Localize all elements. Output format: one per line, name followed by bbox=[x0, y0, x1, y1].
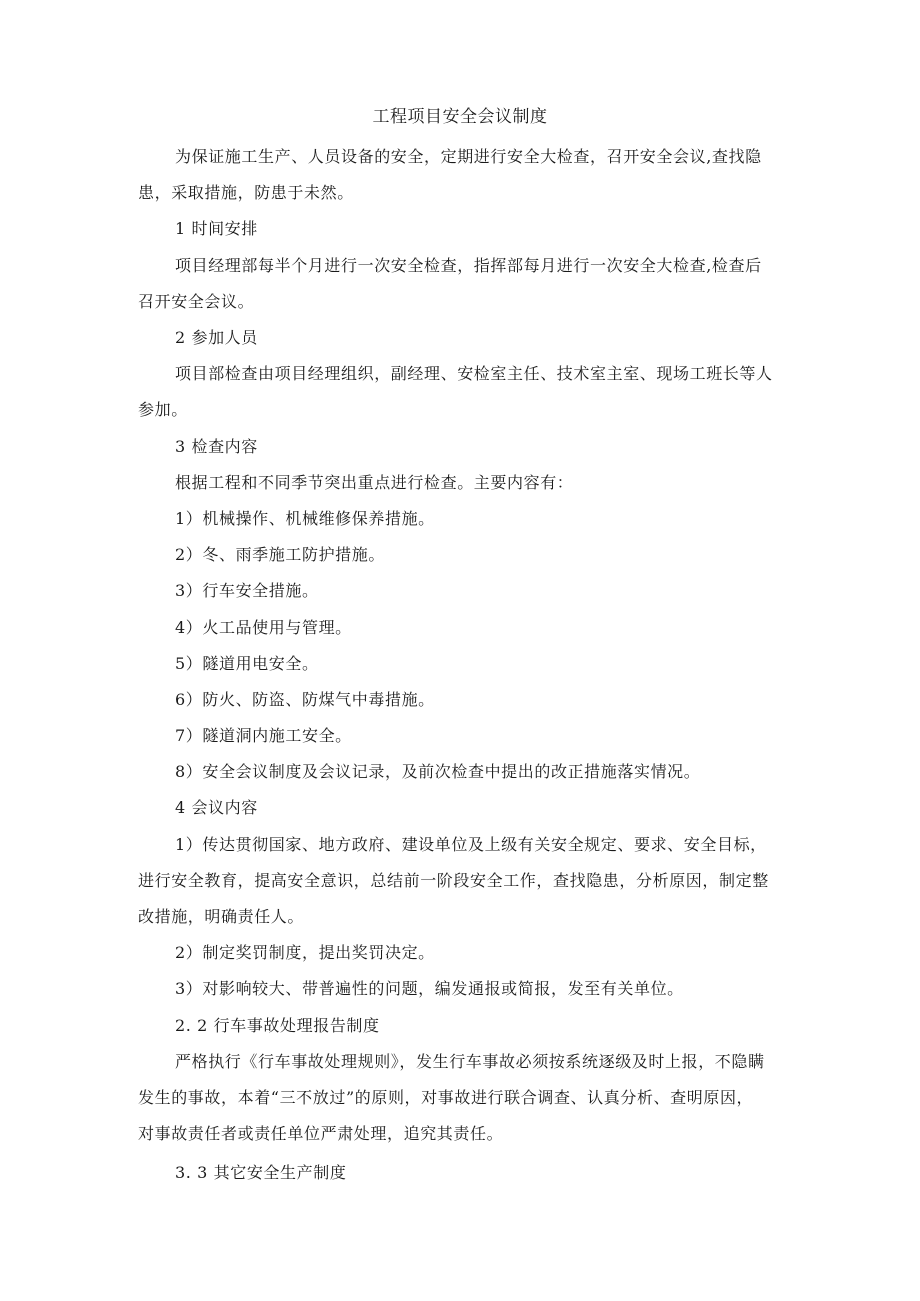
check-item-1: 1）机械操作、机械维修保养措施。 bbox=[175, 509, 435, 528]
check-item-2: 2）冬、雨季施工防护措施。 bbox=[175, 545, 385, 564]
check-item-3: 3）行车安全措施。 bbox=[175, 581, 319, 600]
intro-line-1: 为保证施工生产、人员设备的安全，定期进行安全大检查，召开安全会议,查找隐 bbox=[175, 147, 762, 166]
section-2-heading: 2 参加人员 bbox=[175, 328, 258, 347]
meeting-item-1-line-1: 1）传达贯彻国家、地方政府、建设单位及上级有关安全规定、要求、安全目标， bbox=[175, 835, 767, 854]
check-item-7: 7）隧道洞内施工安全。 bbox=[175, 726, 352, 745]
section-1-line-1: 项目经理部每半个月进行一次安全检查，指挥部每月进行一次安全大检查,检查后 bbox=[175, 256, 762, 275]
meeting-item-1-line-3: 改措施，明确责任人。 bbox=[138, 907, 305, 926]
section-2-line-2: 参加。 bbox=[138, 400, 188, 419]
check-item-6: 6）防火、防盗、防煤气中毒措施。 bbox=[175, 690, 435, 709]
section-1-line-2: 召开安全会议。 bbox=[138, 292, 255, 311]
meeting-item-1-line-2: 进行安全教育，提高安全意识，总结前一阶段安全工作，查找隐患，分析原因，制定整 bbox=[138, 871, 769, 890]
section-5-line-2: 发生的事故，本着“三不放过”的原则，对事故进行联合调查、认真分析、查明原因， bbox=[138, 1088, 754, 1107]
check-item-4: 4）火工品使用与管理。 bbox=[175, 618, 352, 637]
section-3-lead: 根据工程和不同季节突出重点进行检查。主要内容有： bbox=[175, 473, 574, 492]
check-item-8: 8）安全会议制度及会议记录，及前次检查中提出的改正措施落实情况。 bbox=[175, 762, 701, 781]
section-2-line-1: 项目部检查由项目经理组织，副经理、安检室主任、技术室主室、现场工班长等人 bbox=[175, 364, 773, 383]
section-5-line-1: 严格执行《行车事故处理规则》，发生行车事故必须按系统逐级及时上报，不隐瞒 bbox=[175, 1052, 765, 1071]
section-4-heading: 4 会议内容 bbox=[175, 798, 258, 817]
meeting-item-3: 3）对影响较大、带普遍性的问题，编发通报或简报，发至有关单位。 bbox=[175, 979, 684, 998]
check-item-5: 5）隧道用电安全。 bbox=[175, 654, 319, 673]
section-3-heading: 3 检查内容 bbox=[175, 437, 258, 456]
section-5-line-3: 对事故责任者或责任单位严肃处理，追究其责任。 bbox=[138, 1124, 504, 1143]
section-1-heading: 1 时间安排 bbox=[175, 219, 258, 238]
meeting-item-2: 2）制定奖罚制度，提出奖罚决定。 bbox=[175, 943, 435, 962]
section-5-heading: 2. 2 行车事故处理报告制度 bbox=[175, 1016, 380, 1035]
document-title: 工程项目安全会议制度 bbox=[372, 107, 548, 127]
intro-line-2: 患，采取措施，防患于未然。 bbox=[138, 183, 354, 202]
section-6-heading: 3. 3 其它安全生产制度 bbox=[175, 1163, 347, 1182]
